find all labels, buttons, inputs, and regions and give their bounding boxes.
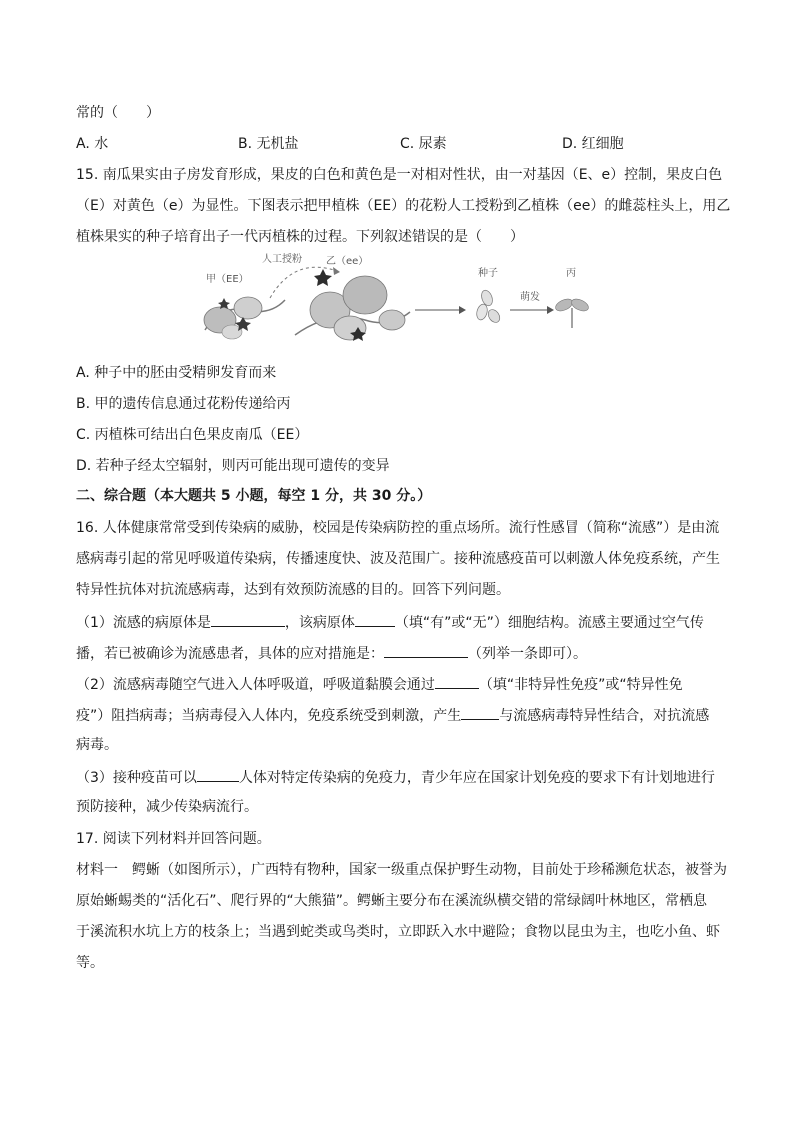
q16-part-3-text-b: 人体对特定传染病的免疫力，青少年应在国家计划免疫的要求下有计划地进行 bbox=[238, 770, 715, 786]
q16-part-3-text-a: （3）接种疫苗可以 bbox=[76, 770, 197, 786]
q15-stem-line-1: 15. 南瓜果实由子房发育形成，果皮的白色和黄色是一对相对性状，由一对基因（E、e）控制，果皮白色 bbox=[76, 167, 723, 183]
pollination-arrowhead bbox=[333, 267, 340, 275]
label-germinate: 萌发 bbox=[520, 292, 540, 303]
q14-stem-tail: 常的（ ） bbox=[76, 105, 160, 121]
q16-stem-line-2: 感病毒引起的常见呼吸道传染病，传播速度快、波及范围广。接种流感疫苗可以刺激人体免疫系统，产生 bbox=[76, 551, 720, 567]
q16-answer-blank-cell-structure[interactable] bbox=[355, 611, 395, 627]
q17-stem: 17. 阅读下列材料并回答问题。 bbox=[76, 831, 271, 847]
q16-answer-blank-measure[interactable] bbox=[384, 642, 468, 658]
q14-option-b[interactable]: B. 无机盐 bbox=[238, 136, 299, 152]
plant-yi-illustration bbox=[295, 269, 410, 341]
q16-stem-line-3: 特异性抗体对抗流感病毒，达到有效预防流感的目的。回答下列问题。 bbox=[76, 582, 510, 598]
q15-stem-line-3: 植株果实的种子培育出子一代丙植株的过程。下列叙述错误的是（ ） bbox=[76, 229, 524, 245]
q14-option-c[interactable]: C. 尿素 bbox=[400, 136, 447, 152]
q15-option-d[interactable]: D. 若种子经太空辐射，则丙可能出现可遗传的变异 bbox=[76, 458, 390, 474]
q15-option-b[interactable]: B. 甲的遗传信息通过花粉传递给丙 bbox=[76, 396, 291, 412]
q15-option-a[interactable]: A. 种子中的胚由受精卵发育而来 bbox=[76, 365, 277, 381]
q16-part-3-line-1 bbox=[76, 766, 726, 788]
arrow-germinate-head bbox=[547, 306, 554, 314]
q14-option-a[interactable]: A. 水 bbox=[76, 136, 109, 152]
q15-stem-line-2: （E）对黄色（e）为显性。下图表示把甲植株（EE）的花粉人工授粉到乙植株（ee）的雌蕊柱头上，用乙 bbox=[76, 198, 731, 214]
q17-material-1-line-2: 原始蜥蜴类的“活化石”、爬行界的“大熊猫”。鳄蜥主要分布在溪流纵横交错的常绿阔叶林地区，常栖息 bbox=[76, 893, 708, 909]
label-pollination: 人工授粉 bbox=[262, 254, 302, 265]
seedling-illustration bbox=[554, 297, 591, 328]
seed-illustration bbox=[475, 289, 502, 325]
label-seed: 种子 bbox=[478, 268, 498, 279]
q16-answer-blank-vaccine-effect[interactable] bbox=[197, 766, 239, 782]
q17-material-1-line-3: 于溪流积水坑上方的枝条上；当遇到蛇类或鸟类时，立即跃入水中避险；食物以昆虫为主，也吃小鱼、虾 bbox=[76, 924, 720, 940]
q16-answer-blank-immunity-type[interactable] bbox=[435, 673, 479, 689]
q14-option-d[interactable]: D. 红细胞 bbox=[562, 136, 624, 152]
q16-part-2-text-d: 与流感病毒特异性结合，对抗流感 bbox=[499, 708, 710, 724]
label-bing: 丙 bbox=[566, 268, 576, 279]
section-2-heading: 二、综合题（本大题共 5 小题，每空 1 分，共 30 分。） bbox=[76, 488, 432, 504]
q16-part-2-line-3: 病毒。 bbox=[76, 737, 118, 753]
q16-part-2-text-a: （2）流感病毒随空气进入人体呼吸道，呼吸道黏膜会通过 bbox=[76, 677, 435, 693]
q16-part-2-text-b: （填“非特异性免疫”或“特异性免 bbox=[478, 677, 683, 693]
q16-part-1-text-a: （1）流感的病原体是 bbox=[76, 615, 211, 631]
q17-material-1-line-1: 材料一 鳄蜥（如图所示），广西特有物种，国家一级重点保护野生动物，目前处于珍稀濒危状态，被誉为 bbox=[76, 862, 727, 878]
label-jia: 甲（EE） bbox=[206, 274, 249, 285]
q16-part-2-text-c: 疫”）阻挡病毒；当病毒侵入人体内，免疫系统受到刺激，产生 bbox=[76, 708, 462, 724]
q16-answer-blank-pathogen[interactable] bbox=[211, 611, 285, 627]
q14-options bbox=[76, 134, 726, 154]
q16-stem-line-1: 16. 人体健康常常受到传染病的威胁，校园是传染病防控的重点场所。流行性感冒（简称“流感”）是由流 bbox=[76, 520, 720, 536]
label-yi: 乙（ee） bbox=[326, 256, 369, 267]
q16-part-1-text-e: （列举一条即可）。 bbox=[468, 646, 587, 662]
q16-part-2-line-1 bbox=[76, 673, 726, 695]
q16-answer-blank-antibody[interactable] bbox=[461, 704, 499, 720]
q16-part-1-line-1 bbox=[76, 611, 726, 633]
q16-part-1-text-d: 播，若已被确诊为流感患者，具体的应对措施是： bbox=[76, 646, 384, 662]
q15-option-c[interactable]: C. 丙植株可结出白色果皮南瓜（EE） bbox=[76, 427, 309, 443]
plant-jia-illustration bbox=[204, 297, 285, 339]
arrow-to-seed-head bbox=[459, 306, 466, 314]
q16-part-3-line-2: 预防接种，减少传染病流行。 bbox=[76, 799, 258, 815]
q16-part-1-line-2 bbox=[76, 642, 726, 664]
q16-part-1-text-c: （填“有”或“无”）细胞结构。流感主要通过空气传 bbox=[394, 615, 704, 631]
q16-part-2-line-2 bbox=[76, 704, 726, 726]
q17-material-1-line-4: 等。 bbox=[76, 955, 104, 971]
pumpkin-pollination-figure bbox=[200, 250, 600, 346]
q16-part-1-text-b: ，该病原体 bbox=[284, 615, 355, 631]
